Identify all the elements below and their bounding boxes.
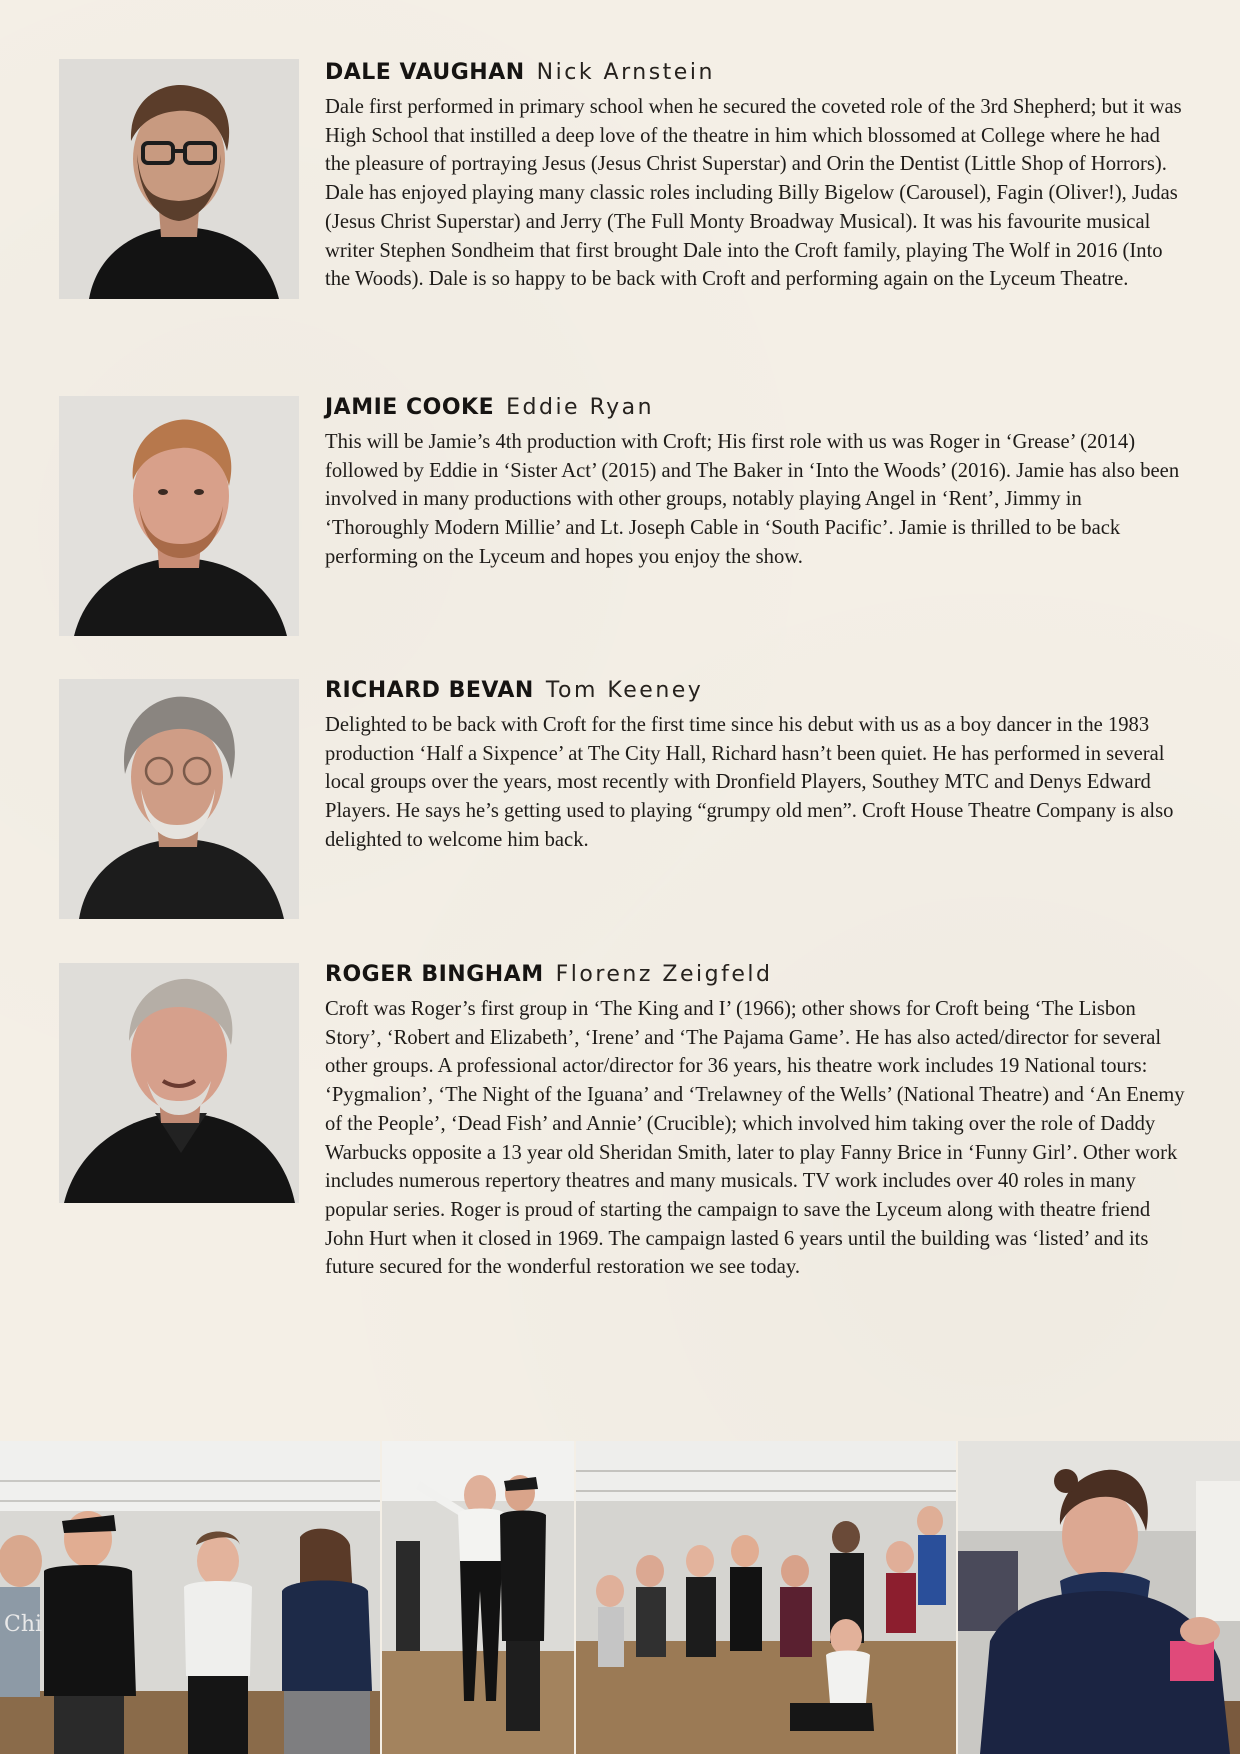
character-name: Florenz Zeigfeld — [555, 962, 773, 987]
bio-text-dale-vaughan — [325, 57, 1185, 294]
actor-name: JAMIE COOKE — [325, 395, 495, 420]
rehearsal-photo-3 — [576, 1441, 956, 1754]
bio-paragraph: Delighted to be back with Croft for the first time since his debut with us as a boy dancer in the 1983 production ‘Half a Sixpence’ at The City Hall, Richard hasn’t been quiet. He has performed in several local groups over the years, most recently with Dronfield Players, Southey MTC and Denys Edward Players. He says he’s getting used to playing “grumpy old men”. Croft House Theatre Company is also delighted to welcome him back. — [325, 714, 1174, 851]
cast-heading — [325, 959, 1185, 987]
cast-heading — [325, 675, 1185, 703]
bio-text-jamie-cooke — [325, 392, 1185, 572]
rehearsal-photo-4 — [958, 1441, 1240, 1754]
headshot-richard-bevan-image — [59, 679, 299, 919]
bio-paragraph: Croft was Roger’s first group in ‘The King and I’ (1966); other shows for Croft being ‘The Lisbon Story’, ‘Robert and Elizabeth’, ‘Irene’ and ‘The Pajama Game’. He has also acted/director for several other groups. A professional actor/director for 36 years, his theatre work includes 19 National tours: ‘Pygmalion’, ‘The Night of the Iguana’ and ‘Trelawney of the Wells’ (National Theatre) and ‘An Enemy of the People’, ‘Dead Fish’ and Annie’ (Crucible); which involved him taking over the role of Daddy Warbucks opposite a 13 year old Sheridan Smith, later to play Fanny Brice in ‘Funny Girl’. Other work includes numerous repertory theatres and many musicals. TV work includes over 40 roles in many popular series. Roger is proud of starting the campaign to save the Lyceum along with theatre friend John Hurt when it closed in 1969. The campaign lasted 6 years until the building was ‘listed’ and its future secured for the wonderful restoration we see today. — [325, 998, 1185, 1279]
rehearsal-photo-1 — [0, 1441, 380, 1754]
character-name: Tom Keeney — [545, 678, 704, 703]
headshot-jamie-cooke — [59, 396, 299, 636]
headshot-jamie-cooke-image — [59, 396, 299, 636]
headshot-roger-bingham — [59, 963, 299, 1203]
character-name: Eddie Ryan — [506, 395, 655, 420]
rehearsal-photo-2 — [382, 1441, 574, 1754]
rehearsal-photos-image — [0, 1441, 1240, 1754]
bio-text-richard-bevan — [325, 675, 1185, 855]
headshot-richard-bevan — [59, 679, 299, 919]
cast-heading — [325, 57, 1185, 85]
headshot-roger-bingham-image — [59, 963, 299, 1203]
actor-name: RICHARD BEVAN — [325, 678, 534, 703]
headshot-dale-vaughan — [59, 59, 299, 299]
character-name: Nick Arnstein — [536, 60, 715, 85]
actor-name: DALE VAUGHAN — [325, 60, 525, 85]
headshot-dale-vaughan-image — [59, 59, 299, 299]
bio-paragraph: Dale first performed in primary school when he secured the coveted role of the 3rd Shepherd; but it was High School that instilled a deep love of the theatre in him which blossomed at College where he had the pleasure of portraying Jesus (Jesus Christ Superstar) and Orin the Dentist (Little Shop of Horrors). Dale has enjoyed playing many classic roles including Billy Bigelow (Carousel), Fagin (Oliver!), Judas (Jesus Christ Superstar) and Jerry (The Full Monty Broadway Musical). It was his favourite musical writer Stephen Sondheim that first brought Dale into the Croft family, playing The Wolf in 2016 (Into the Woods). Dale is so happy to be back with Croft and performing again on the Lyceum Theatre. — [325, 96, 1182, 291]
shirt-print: Chi — [4, 1612, 43, 1637]
actor-name: ROGER BINGHAM — [325, 962, 544, 987]
cast-heading — [325, 392, 1185, 420]
rehearsal-photo-strip — [0, 1441, 1240, 1754]
bio-text-roger-bingham — [325, 959, 1185, 1282]
bio-paragraph: This will be Jamie’s 4th production with Croft; His first role with us was Roger in ‘Grease’ (2014) followed by Eddie in ‘Sister Act’ (2015) and The Baker in ‘Into the Woods’ (2016). Jamie has also been involved in many productions with other groups, notably playing Angel in ‘Rent’, Jimmy in ‘Thoroughly Modern Millie’ and Lt. Joseph Cable in ‘South Pacific’. Jamie is thrilled to be back performing on the Lyceum and hopes you enjoy the show. — [325, 431, 1180, 568]
